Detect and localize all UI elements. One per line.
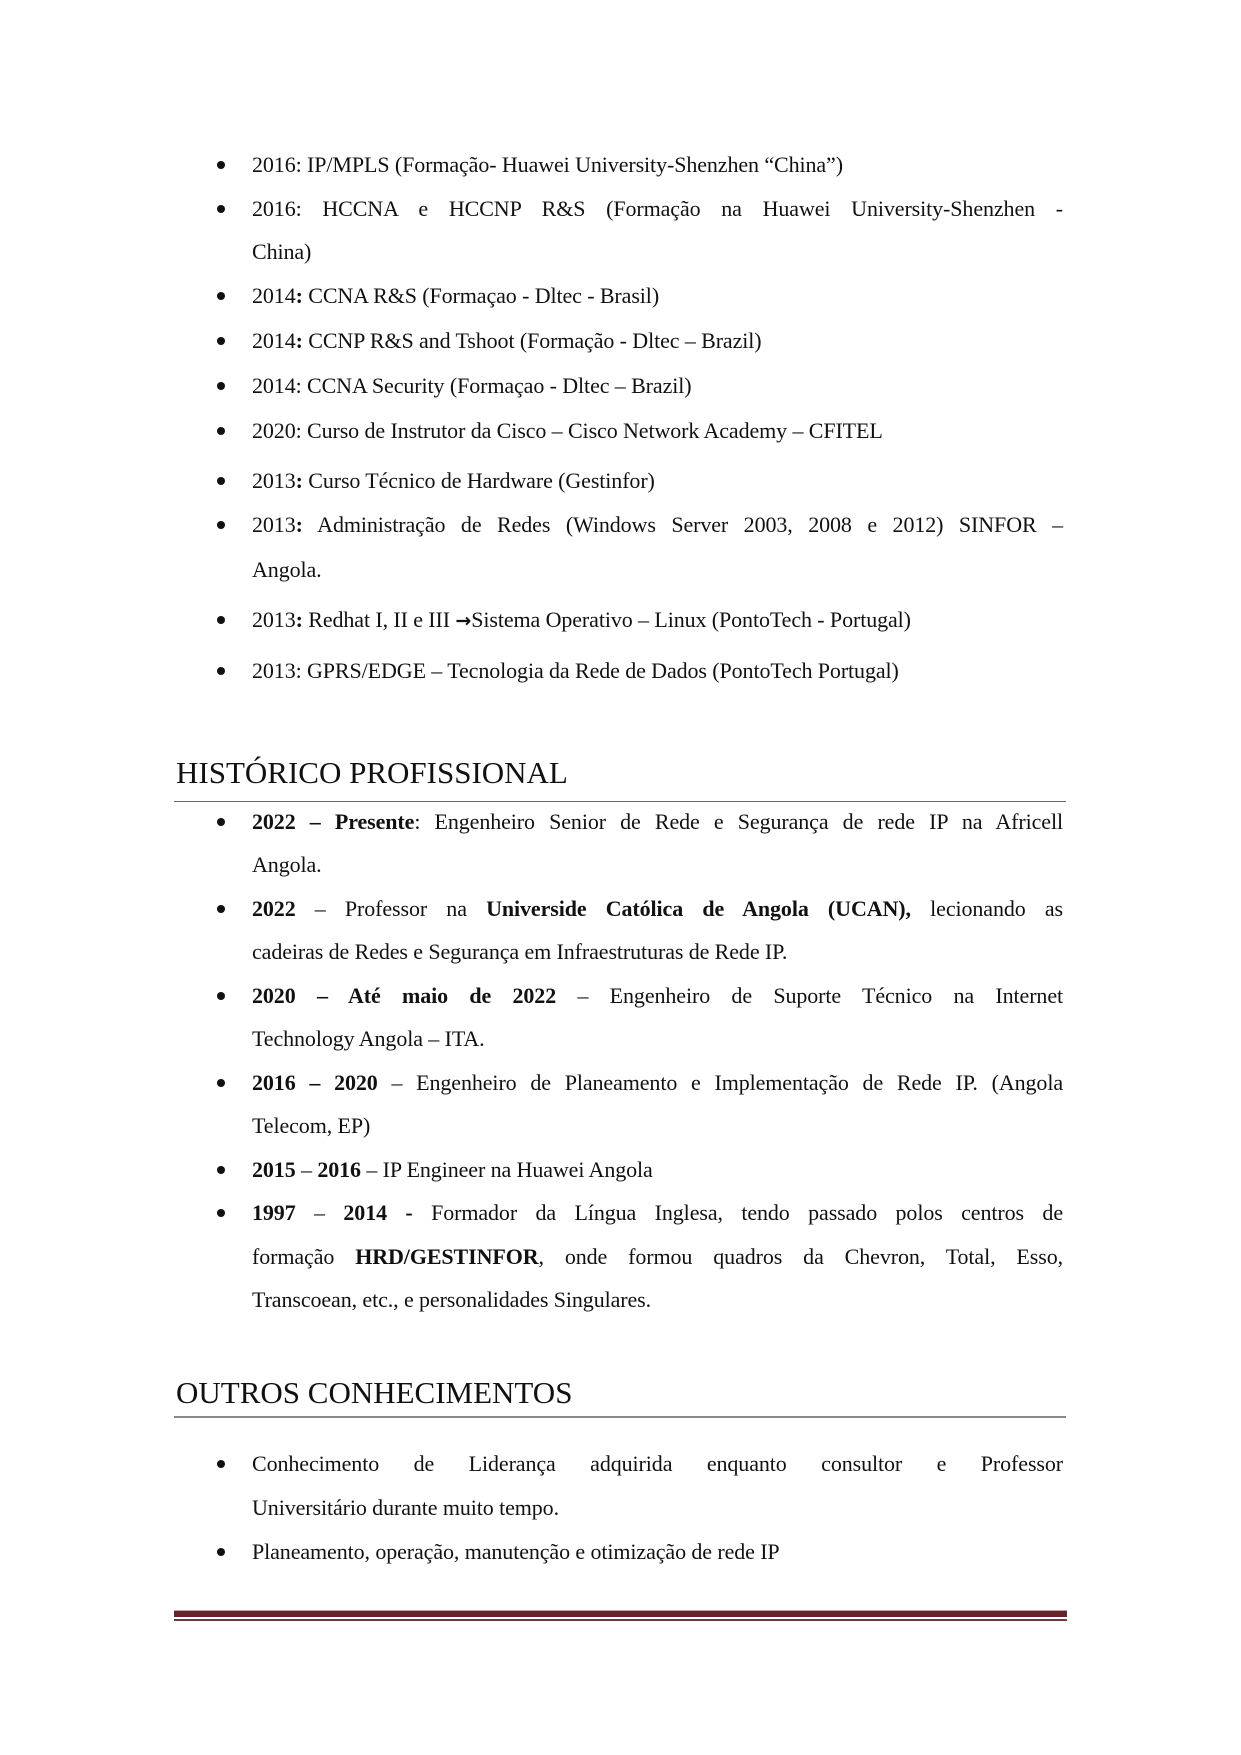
text: Redhat I, II e III bbox=[302, 607, 456, 632]
text: Sistema Operativo – Linux (PontoTech - Portugal) bbox=[471, 607, 911, 632]
text: Technology Angola – ITA. bbox=[252, 1026, 485, 1051]
item-line bbox=[252, 605, 1063, 635]
text: 2016: IP/MPLS (Formação- Huawei University-Shenzhen “China”) bbox=[252, 152, 843, 177]
text: cadeiras de Redes e Segurança em Infraestruturas de Rede IP. bbox=[252, 939, 788, 964]
bullet-icon bbox=[215, 416, 225, 446]
bold-text: : bbox=[295, 607, 303, 632]
footer-rule-thick bbox=[174, 1610, 1067, 1617]
bullet-icon bbox=[215, 807, 225, 837]
item-line bbox=[252, 937, 1063, 967]
item-line bbox=[252, 1285, 1063, 1315]
bold-text: 2015 bbox=[252, 1157, 296, 1182]
bullet-icon bbox=[215, 1198, 225, 1228]
item-line bbox=[252, 371, 1063, 401]
text: Angola. bbox=[252, 557, 322, 582]
item-line bbox=[252, 1198, 1063, 1228]
item-line bbox=[252, 1449, 1063, 1479]
bullet-icon bbox=[215, 466, 225, 496]
item-line bbox=[252, 1111, 1063, 1141]
text: – Professor na bbox=[295, 896, 487, 921]
bold-text: : bbox=[295, 468, 303, 493]
section-heading-professional: HISTÓRICO PROFISSIONAL bbox=[176, 755, 568, 790]
item-line bbox=[252, 237, 1063, 267]
item-line bbox=[252, 656, 1063, 686]
section-rule-professional bbox=[174, 801, 1066, 802]
text: lecionando as bbox=[910, 896, 1063, 921]
text: 2016: HCCNA e HCCNP R&S (Formação na Huawei University-Shenzhen - bbox=[252, 196, 1063, 221]
bullet-icon bbox=[215, 981, 225, 1011]
item-line bbox=[252, 416, 1063, 446]
bold-text: 2020 – Até maio de 2022 bbox=[252, 983, 557, 1008]
text: – bbox=[295, 1157, 318, 1182]
item-line bbox=[252, 850, 1063, 880]
text: Formador da Língua Inglesa, tendo passado polos centros de bbox=[412, 1200, 1063, 1225]
bullet-icon bbox=[215, 894, 225, 924]
item-line bbox=[252, 1493, 1063, 1523]
item-line bbox=[252, 510, 1063, 540]
text: 2014: CCNA Security (Formaçao - Dltec – Brazil) bbox=[252, 373, 692, 398]
bullet-icon bbox=[215, 1068, 225, 1098]
text: CCNA R&S (Formaçao - Dltec - Brasil) bbox=[302, 283, 660, 308]
bold-text: 2016 bbox=[317, 1157, 361, 1182]
item-line bbox=[252, 1068, 1063, 1098]
text: – bbox=[295, 1200, 344, 1225]
text: Telecom, EP) bbox=[252, 1113, 371, 1138]
item-line bbox=[252, 894, 1063, 924]
text: CCNP R&S and Tshoot (Formação - Dltec – Brazil) bbox=[302, 328, 762, 353]
bullet-icon bbox=[215, 1449, 225, 1479]
text: Administração de Redes (Windows Server 2003, 2008 e 2012) SINFOR – bbox=[302, 512, 1063, 537]
bold-text: : bbox=[295, 512, 303, 537]
bold-text: HRD/GESTINFOR bbox=[355, 1244, 539, 1269]
item-line bbox=[252, 1155, 1063, 1185]
text: , onde formou quadros da Chevron, Total, Esso, bbox=[538, 1244, 1063, 1269]
arrow-right-icon: → bbox=[455, 610, 472, 632]
section-rule-other bbox=[174, 1416, 1066, 1418]
text: – Engenheiro de Planeamento e Implementação de Rede IP. (Angola bbox=[377, 1070, 1064, 1095]
item-line bbox=[252, 150, 1063, 180]
bold-text: 1997 bbox=[252, 1200, 296, 1225]
item-line bbox=[252, 326, 1063, 356]
bold-text: 2022 bbox=[252, 896, 296, 921]
item-line bbox=[252, 1024, 1063, 1054]
bold-text: : bbox=[295, 283, 303, 308]
text: Conhecimento de Liderança adquirida enquanto consultor e Professor bbox=[252, 1451, 1063, 1476]
item-line bbox=[252, 1537, 1063, 1567]
bullet-icon bbox=[215, 656, 225, 686]
bullet-icon bbox=[215, 326, 225, 356]
bullet-icon bbox=[215, 194, 225, 224]
text: 2013: GPRS/EDGE – Tecnologia da Rede de Dados (PontoTech Portugal) bbox=[252, 658, 899, 683]
item-line bbox=[252, 981, 1063, 1011]
bold-text: 2014 - bbox=[343, 1200, 413, 1225]
text: 2020: Curso de Instrutor da Cisco – Cisco Network Academy – CFITEL bbox=[252, 418, 883, 443]
bold-text: Universide Católica de Angola (UCAN), bbox=[486, 896, 911, 921]
item-line bbox=[252, 466, 1063, 496]
footer-rule-thin bbox=[174, 1619, 1067, 1621]
text: Planeamento, operação, manutenção e otimização de rede IP bbox=[252, 1539, 780, 1564]
text: 2014 bbox=[252, 283, 296, 308]
text: – Engenheiro de Suporte Técnico na Internet bbox=[556, 983, 1064, 1008]
item-line bbox=[252, 194, 1063, 224]
text: Universitário durante muito tempo. bbox=[252, 1495, 559, 1520]
item-line bbox=[252, 807, 1063, 837]
item-line bbox=[252, 1242, 1063, 1272]
section-heading-other: OUTROS CONHECIMENTOS bbox=[176, 1375, 573, 1410]
text: – IP Engineer na Huawei Angola bbox=[360, 1157, 653, 1182]
bullet-icon bbox=[215, 1537, 225, 1567]
item-line bbox=[252, 281, 1063, 311]
item-line bbox=[252, 555, 1063, 585]
text: Angola. bbox=[252, 852, 322, 877]
text: : Engenheiro Senior de Rede e Segurança de rede IP na Africell bbox=[414, 809, 1063, 834]
bullet-icon bbox=[215, 281, 225, 311]
text: 2013 bbox=[252, 512, 296, 537]
bold-text: : bbox=[295, 328, 303, 353]
text: China) bbox=[252, 239, 312, 264]
text: 2014 bbox=[252, 328, 296, 353]
bullet-icon bbox=[215, 510, 225, 540]
text: Transcoean, etc., e personalidades Singulares. bbox=[252, 1287, 652, 1312]
bullet-icon bbox=[215, 150, 225, 180]
bullet-icon bbox=[215, 1155, 225, 1185]
bold-text: 2022 – Presente bbox=[252, 809, 415, 834]
text: formação bbox=[252, 1244, 356, 1269]
bold-text: 2016 – 2020 bbox=[252, 1070, 378, 1095]
bullet-icon bbox=[215, 371, 225, 401]
text: Curso Técnico de Hardware (Gestinfor) bbox=[302, 468, 655, 493]
text: 2013 bbox=[252, 468, 296, 493]
bullet-icon bbox=[215, 605, 225, 635]
text: 2013 bbox=[252, 607, 296, 632]
